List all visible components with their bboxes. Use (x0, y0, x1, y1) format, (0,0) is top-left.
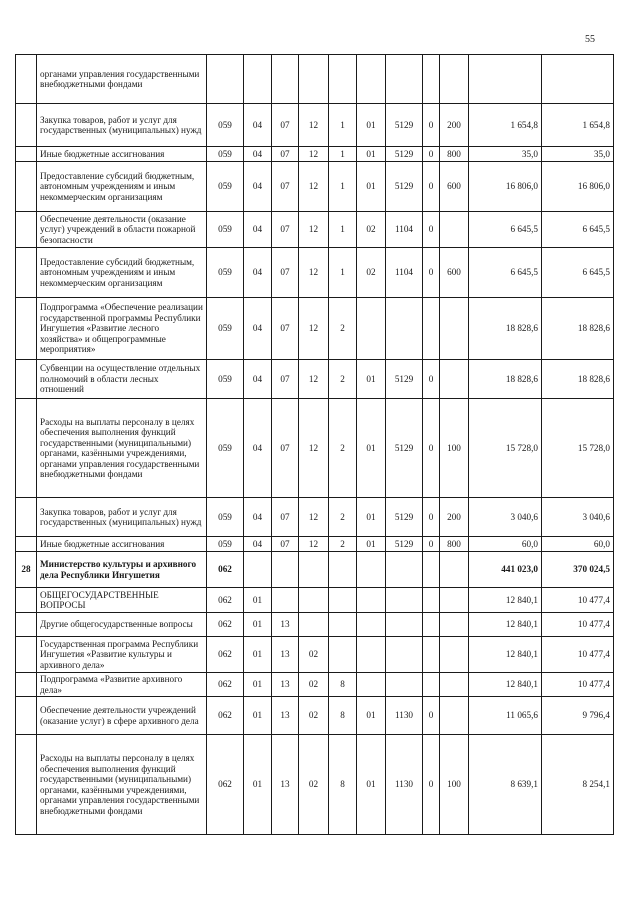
activity-code-cell (357, 55, 386, 104)
section-code-cell: 04 (244, 498, 272, 537)
table-row (16, 637, 614, 673)
amount-1-cell: 12 840,1 (469, 613, 542, 637)
amount-2-cell: 10 477,4 (542, 673, 614, 697)
ministry-code-cell: 059 (207, 537, 244, 552)
direction-code-cell: 5129 (386, 162, 423, 212)
ministry-code-cell: 059 (207, 360, 244, 399)
activity-code-cell: 02 (357, 212, 386, 248)
subsection-code-cell: 07 (272, 248, 299, 298)
activity-code-cell: 01 (357, 399, 386, 498)
program-code-cell: 02 (299, 697, 329, 735)
budget-table (15, 54, 614, 835)
activity-code-cell (357, 637, 386, 673)
row-name-cell: Предоставление субсидий бюджетным, автономным учреждениям и иным некоммерческим организациям (37, 248, 207, 298)
section-code-cell: 04 (244, 248, 272, 298)
activity-code-cell (357, 298, 386, 360)
row-number-cell (16, 735, 37, 835)
table-row (16, 212, 614, 248)
row-number-cell (16, 588, 37, 613)
row-number-cell (16, 104, 37, 147)
amount-2-cell: 15 728,0 (542, 399, 614, 498)
direction-code-cell: 1104 (386, 212, 423, 248)
subprogram-code-cell: 2 (329, 498, 357, 537)
extra-code-cell: 0 (423, 498, 440, 537)
section-code-cell: 04 (244, 298, 272, 360)
ministry-code-cell: 059 (207, 248, 244, 298)
activity-code-cell: 01 (357, 697, 386, 735)
subsection-code-cell: 13 (272, 637, 299, 673)
amount-1-cell (469, 55, 542, 104)
ministry-code-cell: 059 (207, 298, 244, 360)
amount-2-cell: 16 806,0 (542, 162, 614, 212)
row-number-cell: 28 (16, 552, 37, 588)
extra-code-cell: 0 (423, 399, 440, 498)
ministry-code-cell: 062 (207, 697, 244, 735)
table-row (16, 673, 614, 697)
subprogram-code-cell (329, 613, 357, 637)
row-name-cell: Расходы на выплаты персоналу в целях обеспечения выполнения функций государственными (муниципальными) органами, казёнными учреждениями, органами управления государственными внебюджетными фондами (37, 735, 207, 835)
expense-type-cell (440, 360, 469, 399)
table-row (16, 104, 614, 147)
section-code-cell: 01 (244, 637, 272, 673)
expense-type-cell: 800 (440, 537, 469, 552)
direction-code-cell: 5129 (386, 104, 423, 147)
ministry-code-cell: 062 (207, 673, 244, 697)
subsection-code-cell: 07 (272, 360, 299, 399)
row-name-cell: Закупка товаров, работ и услуг для государственных (муниципальных) нужд (37, 104, 207, 147)
amount-1-cell: 441 023,0 (469, 552, 542, 588)
amount-1-cell: 35,0 (469, 147, 542, 162)
program-code-cell: 12 (299, 298, 329, 360)
extra-code-cell (423, 552, 440, 588)
section-code-cell: 04 (244, 399, 272, 498)
program-code-cell: 12 (299, 498, 329, 537)
direction-code-cell (386, 673, 423, 697)
section-code-cell: 01 (244, 697, 272, 735)
subsection-code-cell: 07 (272, 212, 299, 248)
row-name-cell: ОБЩЕГОСУДАРСТВЕННЫЕ ВОПРОСЫ (37, 588, 207, 613)
amount-2-cell: 1 654,8 (542, 104, 614, 147)
expense-type-cell (440, 212, 469, 248)
table-row (16, 537, 614, 552)
subprogram-code-cell: 2 (329, 298, 357, 360)
budget-table-body (16, 55, 614, 835)
ministry-code-cell: 062 (207, 613, 244, 637)
table-row (16, 697, 614, 735)
direction-code-cell (386, 588, 423, 613)
amount-1-cell: 8 639,1 (469, 735, 542, 835)
table-row (16, 147, 614, 162)
program-code-cell (299, 55, 329, 104)
direction-code-cell (386, 613, 423, 637)
activity-code-cell (357, 673, 386, 697)
table-row (16, 552, 614, 588)
extra-code-cell: 0 (423, 248, 440, 298)
expense-type-cell: 100 (440, 399, 469, 498)
extra-code-cell (423, 298, 440, 360)
row-number-cell (16, 147, 37, 162)
direction-code-cell: 5129 (386, 147, 423, 162)
row-name-cell: Обеспечение деятельности учреждений (оказание услуг) в сфере архивного дела (37, 697, 207, 735)
expense-type-cell: 600 (440, 162, 469, 212)
table-row (16, 399, 614, 498)
table-row (16, 613, 614, 637)
direction-code-cell (386, 637, 423, 673)
subsection-code-cell (272, 55, 299, 104)
table-row (16, 735, 614, 835)
program-code-cell: 12 (299, 399, 329, 498)
expense-type-cell: 200 (440, 498, 469, 537)
row-name-cell: Подпрограмма «Развитие архивного дела» (37, 673, 207, 697)
amount-2-cell: 8 254,1 (542, 735, 614, 835)
ministry-code-cell (207, 55, 244, 104)
subsection-code-cell (272, 588, 299, 613)
activity-code-cell: 01 (357, 162, 386, 212)
subprogram-code-cell (329, 55, 357, 104)
direction-code-cell: 1130 (386, 697, 423, 735)
table-row (16, 498, 614, 537)
subprogram-code-cell (329, 588, 357, 613)
row-number-cell (16, 399, 37, 498)
section-code-cell: 04 (244, 162, 272, 212)
subsection-code-cell (272, 552, 299, 588)
section-code-cell: 01 (244, 588, 272, 613)
expense-type-cell (440, 697, 469, 735)
extra-code-cell (423, 673, 440, 697)
amount-2-cell: 6 645,5 (542, 212, 614, 248)
subsection-code-cell: 07 (272, 162, 299, 212)
row-name-cell: Министерство культуры и архивного дела Республики Ингушетия (37, 552, 207, 588)
subprogram-code-cell: 2 (329, 537, 357, 552)
program-code-cell: 12 (299, 212, 329, 248)
extra-code-cell: 0 (423, 697, 440, 735)
direction-code-cell: 5129 (386, 360, 423, 399)
subprogram-code-cell: 1 (329, 147, 357, 162)
extra-code-cell (423, 55, 440, 104)
activity-code-cell: 01 (357, 498, 386, 537)
direction-code-cell (386, 552, 423, 588)
amount-1-cell: 12 840,1 (469, 588, 542, 613)
subsection-code-cell: 07 (272, 537, 299, 552)
amount-1-cell: 12 840,1 (469, 673, 542, 697)
ministry-code-cell: 059 (207, 162, 244, 212)
expense-type-cell (440, 673, 469, 697)
section-code-cell: 01 (244, 735, 272, 835)
amount-2-cell: 18 828,6 (542, 298, 614, 360)
ministry-code-cell: 059 (207, 212, 244, 248)
row-number-cell (16, 162, 37, 212)
expense-type-cell: 100 (440, 735, 469, 835)
subsection-code-cell: 13 (272, 613, 299, 637)
extra-code-cell: 0 (423, 147, 440, 162)
extra-code-cell: 0 (423, 162, 440, 212)
amount-2-cell: 10 477,4 (542, 588, 614, 613)
table-row (16, 298, 614, 360)
activity-code-cell: 01 (357, 537, 386, 552)
row-name-cell: Иные бюджетные ассигнования (37, 537, 207, 552)
subsection-code-cell: 07 (272, 399, 299, 498)
section-code-cell (244, 55, 272, 104)
expense-type-cell (440, 55, 469, 104)
amount-2-cell: 60,0 (542, 537, 614, 552)
row-name-cell: Предоставление субсидий бюджетным, автономным учреждениям и иным некоммерческим организациям (37, 162, 207, 212)
table-row (16, 55, 614, 104)
section-code-cell: 04 (244, 537, 272, 552)
section-code-cell: 01 (244, 673, 272, 697)
program-code-cell: 12 (299, 147, 329, 162)
ministry-code-cell: 059 (207, 399, 244, 498)
amount-1-cell: 3 040,6 (469, 498, 542, 537)
direction-code-cell: 5129 (386, 537, 423, 552)
ministry-code-cell: 059 (207, 147, 244, 162)
row-name-cell: Обеспечение деятельности (оказание услуг) учреждений в области пожарной безопасности (37, 212, 207, 248)
subprogram-code-cell: 2 (329, 360, 357, 399)
direction-code-cell: 5129 (386, 498, 423, 537)
activity-code-cell: 01 (357, 360, 386, 399)
expense-type-cell: 600 (440, 248, 469, 298)
row-name-cell: Расходы на выплаты персоналу в целях обеспечения выполнения функций государственными (муниципальными) органами, казёнными учреждениями, органами управления государственными внебюджетными фондами (37, 399, 207, 498)
program-code-cell (299, 588, 329, 613)
amount-1-cell: 1 654,8 (469, 104, 542, 147)
row-number-cell (16, 673, 37, 697)
program-code-cell: 12 (299, 360, 329, 399)
activity-code-cell: 02 (357, 248, 386, 298)
amount-2-cell (542, 55, 614, 104)
direction-code-cell (386, 298, 423, 360)
row-number-cell (16, 55, 37, 104)
expense-type-cell (440, 298, 469, 360)
amount-1-cell: 11 065,6 (469, 697, 542, 735)
amount-2-cell: 10 477,4 (542, 637, 614, 673)
amount-2-cell: 35,0 (542, 147, 614, 162)
subprogram-code-cell: 1 (329, 104, 357, 147)
program-code-cell: 02 (299, 673, 329, 697)
activity-code-cell (357, 552, 386, 588)
amount-1-cell: 6 645,5 (469, 212, 542, 248)
extra-code-cell: 0 (423, 735, 440, 835)
amount-2-cell: 370 024,5 (542, 552, 614, 588)
activity-code-cell: 01 (357, 735, 386, 835)
extra-code-cell: 0 (423, 537, 440, 552)
activity-code-cell (357, 588, 386, 613)
program-code-cell: 12 (299, 162, 329, 212)
extra-code-cell (423, 588, 440, 613)
subsection-code-cell: 07 (272, 104, 299, 147)
ministry-code-cell: 062 (207, 588, 244, 613)
program-code-cell: 12 (299, 248, 329, 298)
subsection-code-cell: 07 (272, 147, 299, 162)
amount-1-cell: 18 828,6 (469, 298, 542, 360)
row-number-cell (16, 298, 37, 360)
amount-1-cell: 60,0 (469, 537, 542, 552)
extra-code-cell (423, 613, 440, 637)
activity-code-cell (357, 613, 386, 637)
direction-code-cell: 1130 (386, 735, 423, 835)
amount-1-cell: 16 806,0 (469, 162, 542, 212)
amount-2-cell: 18 828,6 (542, 360, 614, 399)
amount-1-cell: 12 840,1 (469, 637, 542, 673)
row-number-cell (16, 697, 37, 735)
amount-2-cell: 10 477,4 (542, 613, 614, 637)
subsection-code-cell: 13 (272, 673, 299, 697)
table-row (16, 588, 614, 613)
row-number-cell (16, 212, 37, 248)
table-row (16, 162, 614, 212)
ministry-code-cell: 062 (207, 552, 244, 588)
row-number-cell (16, 248, 37, 298)
table-row (16, 360, 614, 399)
row-number-cell (16, 613, 37, 637)
section-code-cell: 01 (244, 613, 272, 637)
subprogram-code-cell: 8 (329, 697, 357, 735)
subsection-code-cell: 13 (272, 735, 299, 835)
amount-1-cell: 15 728,0 (469, 399, 542, 498)
direction-code-cell: 1104 (386, 248, 423, 298)
expense-type-cell (440, 613, 469, 637)
ministry-code-cell: 059 (207, 498, 244, 537)
activity-code-cell: 01 (357, 104, 386, 147)
program-code-cell: 12 (299, 104, 329, 147)
amount-2-cell: 6 645,5 (542, 248, 614, 298)
extra-code-cell: 0 (423, 104, 440, 147)
subprogram-code-cell (329, 552, 357, 588)
ministry-code-cell: 062 (207, 637, 244, 673)
extra-code-cell: 0 (423, 212, 440, 248)
expense-type-cell (440, 552, 469, 588)
row-name-cell: Иные бюджетные ассигнования (37, 147, 207, 162)
extra-code-cell (423, 637, 440, 673)
extra-code-cell: 0 (423, 360, 440, 399)
row-name-cell: органами управления государственными внебюджетными фондами (37, 55, 207, 104)
section-code-cell: 04 (244, 104, 272, 147)
subprogram-code-cell: 1 (329, 212, 357, 248)
page-number: 55 (585, 34, 595, 45)
subprogram-code-cell: 8 (329, 735, 357, 835)
amount-1-cell: 18 828,6 (469, 360, 542, 399)
row-name-cell: Другие общегосударственные вопросы (37, 613, 207, 637)
subsection-code-cell: 07 (272, 298, 299, 360)
row-name-cell: Субвенции на осуществление отдельных полномочий в области лесных отношений (37, 360, 207, 399)
program-code-cell: 12 (299, 537, 329, 552)
amount-2-cell: 3 040,6 (542, 498, 614, 537)
ministry-code-cell: 062 (207, 735, 244, 835)
section-code-cell: 04 (244, 360, 272, 399)
subprogram-code-cell: 1 (329, 162, 357, 212)
subsection-code-cell: 13 (272, 697, 299, 735)
program-code-cell (299, 613, 329, 637)
direction-code-cell: 5129 (386, 399, 423, 498)
expense-type-cell: 800 (440, 147, 469, 162)
section-code-cell (244, 552, 272, 588)
row-name-cell: Подпрограмма «Обеспечение реализации государственной программы Республики Ингушетия «Развитие лесного хозяйства» и общепрограммные мероприятия» (37, 298, 207, 360)
direction-code-cell (386, 55, 423, 104)
amount-2-cell: 9 796,4 (542, 697, 614, 735)
table-row (16, 248, 614, 298)
row-number-cell (16, 537, 37, 552)
subprogram-code-cell: 1 (329, 248, 357, 298)
program-code-cell: 02 (299, 637, 329, 673)
expense-type-cell: 200 (440, 104, 469, 147)
row-number-cell (16, 637, 37, 673)
activity-code-cell: 01 (357, 147, 386, 162)
amount-1-cell: 6 645,5 (469, 248, 542, 298)
expense-type-cell (440, 588, 469, 613)
subprogram-code-cell: 8 (329, 673, 357, 697)
program-code-cell (299, 552, 329, 588)
row-number-cell (16, 498, 37, 537)
expense-type-cell (440, 637, 469, 673)
subsection-code-cell: 07 (272, 498, 299, 537)
program-code-cell: 02 (299, 735, 329, 835)
subprogram-code-cell (329, 637, 357, 673)
section-code-cell: 04 (244, 212, 272, 248)
row-name-cell: Закупка товаров, работ и услуг для государственных (муниципальных) нужд (37, 498, 207, 537)
row-number-cell (16, 360, 37, 399)
subprogram-code-cell: 2 (329, 399, 357, 498)
row-name-cell: Государственная программа Республики Ингушетия «Развитие культуры и архивного дела» (37, 637, 207, 673)
section-code-cell: 04 (244, 147, 272, 162)
ministry-code-cell: 059 (207, 104, 244, 147)
